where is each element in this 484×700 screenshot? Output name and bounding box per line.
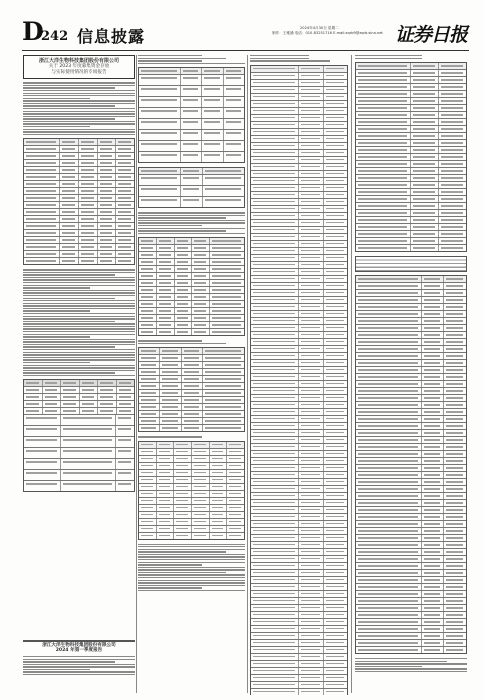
text-block [138, 436, 245, 437]
announcement-company: 浙江大洋生物科技集团股份有限公司 [38, 58, 119, 64]
announcement-heading [23, 55, 135, 79]
column-3 [250, 55, 348, 695]
editor-credits: 制作：王雅涵 电话：010-83251716 E-mail:zqrb9@zqrb.sina.net [272, 31, 383, 35]
column-divider [247, 55, 248, 693]
financial-statement-table [355, 62, 467, 252]
report-title: 2024 年第一季度报告 [55, 648, 103, 654]
data-table [138, 167, 245, 208]
section-letter: D [22, 17, 43, 46]
text-block [250, 55, 348, 62]
data-table [138, 67, 245, 163]
text-block [23, 269, 135, 376]
data-table [23, 379, 135, 492]
newspaper-logo: 证券日报 [394, 24, 467, 46]
data-table [23, 138, 135, 265]
text-block [138, 212, 245, 234]
text-block [23, 82, 135, 135]
announcement-title-line: 与实际使用情况的专项报告 [51, 69, 107, 75]
column-divider [351, 55, 352, 693]
cash-flow-table [355, 275, 467, 654]
text-block [355, 658, 467, 672]
column-1 [23, 55, 135, 695]
financial-statement-table [250, 65, 348, 695]
page-number: 242 [41, 29, 69, 44]
masthead [22, 17, 469, 51]
signature-block [355, 256, 467, 272]
column-2 [138, 55, 245, 695]
text-block [138, 340, 245, 344]
column-4 [355, 55, 467, 695]
text-block [355, 55, 467, 59]
data-table [138, 347, 245, 432]
quarterly-report-heading [23, 640, 135, 677]
column-divider [136, 55, 137, 693]
issue-date: 2024年4月30日 星期二 [300, 26, 339, 30]
section-title: 信息披露 [77, 27, 146, 46]
text-block [138, 544, 245, 592]
data-table [138, 237, 245, 336]
report-company: 浙江大洋生物科技集团股份有限公司 [42, 642, 116, 648]
text-block [138, 55, 245, 64]
data-table [138, 441, 245, 540]
announcement-title-line: 关于 2023 年度募集资金存放 [48, 64, 110, 69]
